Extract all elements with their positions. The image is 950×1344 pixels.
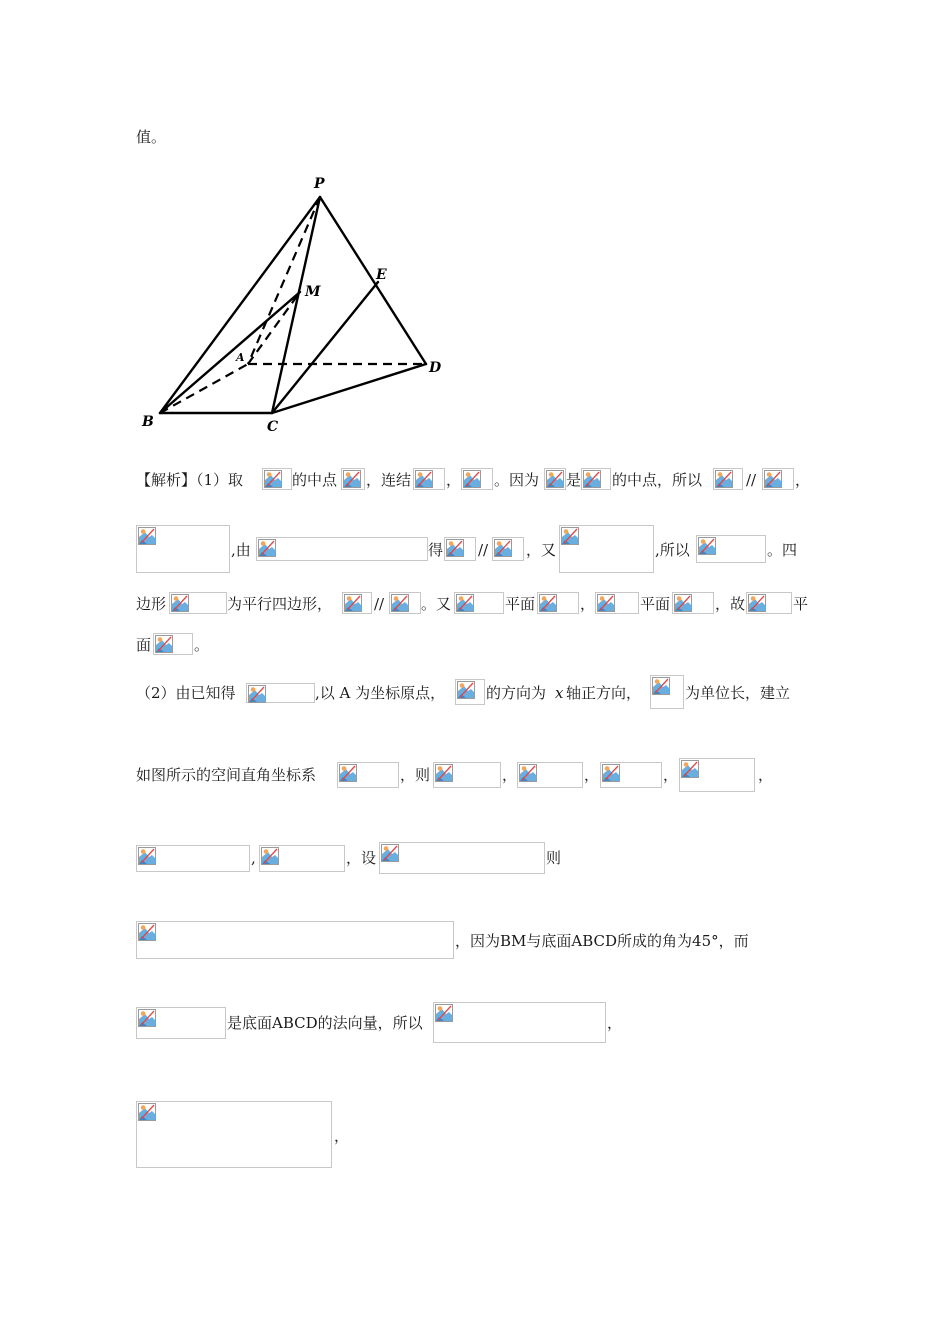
broken-image-icon bbox=[258, 539, 276, 557]
text: 如图所示的空间直角坐标系 bbox=[136, 766, 317, 784]
text: ， bbox=[580, 595, 596, 613]
broken-image-icon bbox=[748, 594, 766, 612]
text: 的方向为 bbox=[486, 684, 547, 702]
broken-image-icon bbox=[519, 764, 537, 782]
formula-image bbox=[259, 845, 345, 872]
pyramid-figure bbox=[130, 168, 460, 438]
text: ， bbox=[758, 766, 774, 784]
formula-image bbox=[433, 1002, 606, 1043]
formula-image bbox=[256, 537, 428, 561]
broken-image-icon bbox=[343, 470, 361, 488]
formula-image bbox=[379, 842, 545, 874]
formula-image bbox=[713, 468, 743, 490]
text: , bbox=[251, 849, 256, 867]
text: 是底面ABCD的法向量，所以 bbox=[227, 1014, 423, 1032]
text: // bbox=[478, 541, 489, 559]
broken-image-icon bbox=[339, 764, 357, 782]
broken-image-icon bbox=[494, 539, 512, 557]
text: 平面 bbox=[505, 595, 536, 613]
text: 为平行四边形， bbox=[227, 595, 333, 613]
formula-image bbox=[696, 535, 766, 563]
broken-image-icon bbox=[698, 537, 716, 555]
text: 轴正方向， bbox=[566, 684, 642, 702]
label-C: C bbox=[267, 419, 279, 435]
broken-image-icon bbox=[435, 764, 453, 782]
label-E: E bbox=[376, 267, 387, 283]
text: 的中点 bbox=[292, 471, 338, 489]
text: x bbox=[555, 684, 564, 702]
formula-image bbox=[341, 468, 365, 490]
formula-image bbox=[650, 675, 684, 709]
broken-image-icon bbox=[715, 470, 733, 488]
text: ，设 bbox=[346, 849, 377, 867]
text: ， bbox=[584, 766, 600, 784]
formula-image bbox=[246, 683, 315, 703]
text: 。又 bbox=[421, 595, 452, 613]
text: （2）由已知得 bbox=[136, 684, 236, 702]
text: ，则 bbox=[400, 766, 431, 784]
formula-image bbox=[559, 525, 654, 573]
formula-image bbox=[461, 468, 493, 490]
text: 。 bbox=[194, 636, 210, 654]
broken-image-icon bbox=[539, 594, 557, 612]
label-P: P bbox=[314, 176, 325, 192]
formula-image bbox=[581, 468, 611, 490]
broken-image-icon bbox=[415, 470, 433, 488]
broken-image-icon bbox=[597, 594, 615, 612]
broken-image-icon bbox=[463, 470, 481, 488]
label-D: D bbox=[429, 360, 442, 376]
formula-image bbox=[153, 633, 193, 655]
formula-image bbox=[337, 762, 399, 788]
formula-image bbox=[433, 762, 501, 788]
text: 是 bbox=[566, 471, 582, 489]
broken-image-icon bbox=[446, 539, 464, 557]
formula-image bbox=[595, 592, 639, 614]
broken-image-icon bbox=[764, 470, 782, 488]
broken-image-icon bbox=[138, 847, 156, 865]
label-B: B bbox=[142, 414, 154, 430]
text: ， bbox=[795, 471, 811, 489]
text: ，因为BM与底面ABCD所成的角为45°，而 bbox=[455, 932, 749, 950]
text: ,以 A 为坐标原点， bbox=[315, 684, 446, 702]
formula-image bbox=[136, 921, 454, 959]
text: ，连结 bbox=[366, 471, 412, 489]
broken-image-icon bbox=[264, 470, 282, 488]
formula-image bbox=[544, 468, 566, 490]
broken-image-icon bbox=[381, 844, 399, 862]
formula-image bbox=[413, 468, 445, 490]
broken-image-icon bbox=[435, 1004, 453, 1022]
text: 。因为 bbox=[494, 471, 540, 489]
broken-image-icon bbox=[674, 594, 692, 612]
broken-image-icon bbox=[138, 1009, 156, 1027]
formula-image bbox=[672, 592, 714, 614]
broken-image-icon bbox=[561, 527, 579, 545]
text: ， bbox=[663, 766, 679, 784]
text: 【解析】（1）取 bbox=[136, 471, 244, 489]
formula-image bbox=[455, 679, 485, 705]
top-text: 值。 bbox=[136, 128, 167, 146]
formula-image bbox=[136, 1007, 226, 1039]
text: 则 bbox=[546, 849, 562, 867]
formula-image bbox=[492, 537, 524, 561]
text: ， bbox=[334, 1127, 350, 1145]
text: // bbox=[746, 471, 757, 489]
broken-image-icon bbox=[602, 764, 620, 782]
formula-image bbox=[136, 845, 250, 872]
broken-image-icon bbox=[583, 470, 601, 488]
text: 平面 bbox=[640, 595, 671, 613]
formula-image bbox=[746, 592, 792, 614]
broken-image-icon bbox=[155, 635, 173, 653]
text: 边形 bbox=[136, 595, 167, 613]
broken-image-icon bbox=[138, 527, 156, 545]
text: ， bbox=[502, 766, 518, 784]
formula-image bbox=[342, 592, 372, 614]
text: 平 bbox=[793, 595, 809, 613]
formula-image bbox=[679, 758, 755, 792]
formula-image bbox=[262, 468, 292, 490]
broken-image-icon bbox=[652, 677, 670, 695]
text: ， bbox=[446, 471, 462, 489]
text: 为单位长，建立 bbox=[685, 684, 791, 702]
text: ， bbox=[607, 1014, 623, 1032]
formula-image bbox=[136, 1101, 332, 1168]
text: ,所以 bbox=[655, 541, 690, 559]
text: // bbox=[374, 595, 385, 613]
formula-image bbox=[169, 592, 227, 614]
formula-image bbox=[136, 525, 230, 573]
label-A: A bbox=[236, 351, 245, 364]
broken-image-icon bbox=[248, 685, 266, 703]
formula-image bbox=[389, 592, 421, 614]
formula-image bbox=[600, 762, 662, 788]
broken-image-icon bbox=[171, 594, 189, 612]
text: ，又 bbox=[526, 541, 557, 559]
text: 得 bbox=[428, 541, 444, 559]
formula-image bbox=[537, 592, 579, 614]
broken-image-icon bbox=[546, 470, 564, 488]
broken-image-icon bbox=[457, 681, 475, 699]
broken-image-icon bbox=[344, 594, 362, 612]
text: 的中点，所以 bbox=[612, 471, 703, 489]
broken-image-icon bbox=[391, 594, 409, 612]
text: 面 bbox=[136, 636, 152, 654]
broken-image-icon bbox=[681, 760, 699, 778]
text: ，故 bbox=[715, 595, 746, 613]
formula-image bbox=[762, 468, 794, 490]
formula-image bbox=[517, 762, 583, 788]
broken-image-icon bbox=[261, 847, 279, 865]
formula-image bbox=[454, 592, 504, 614]
broken-image-icon bbox=[138, 923, 156, 941]
broken-image-icon bbox=[456, 594, 474, 612]
formula-image bbox=[444, 537, 476, 561]
label-M: M bbox=[305, 284, 321, 300]
broken-image-icon bbox=[138, 1103, 156, 1121]
text: 。四 bbox=[767, 541, 798, 559]
text: ,由 bbox=[231, 541, 251, 559]
